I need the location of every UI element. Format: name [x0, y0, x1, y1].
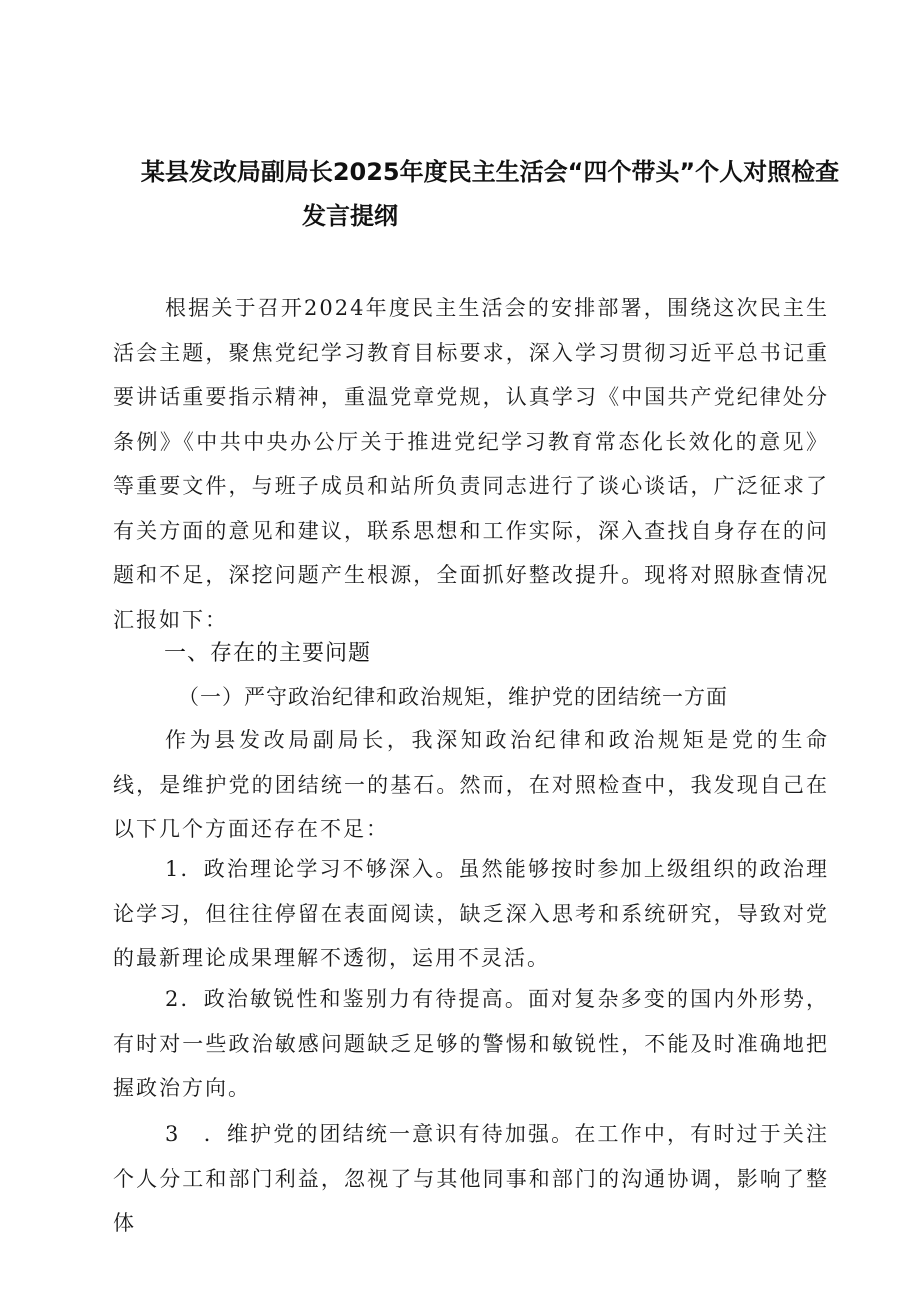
document-title-line2: 发言提纲 [302, 202, 398, 230]
list-item-3: 3 ．维护党的团结统一意识有待加强。在工作中，有时过于关注个人分工和部门利益，忽视了与其他同事和部门的沟通协调，影响了整体 [113, 1122, 829, 1235]
intro-paragraph: 根据关于召开2024年度民主生活会的安排部署，围绕这次民主生活会主题，聚焦党纪学习教育目标要求，深入学习贯彻习近平总书记重要讲话重要指示精神，重温党章党规，认真学习《中国共产党纪律处分条例》《中共中央办公厅关于推进党纪学习教育常态化长效化的意见》等重要文件，与班子成员和站所负责同志进行了谈心谈话，广泛征求了有关方面的意见和建议，联系思想和工作实际，深入查找自身存在的问题和不足，深挖问题产生根源，全面抓好整改提升。现将对照脉查情况汇报如下： [113, 296, 829, 632]
subsection-intro-paragraph: 作为县发改局副局长，我深知政治纪律和政治规矩是党的生命线，是维护党的团结统一的基石。然而，在对照检查中，我发现自己在以下几个方面还存在不足： [113, 728, 829, 841]
subsection-heading-1: （一）严守政治纪律和政治规矩，维护党的团结统一方面 [178, 685, 728, 709]
section-heading-1: 一、存在的主要问题 [164, 641, 372, 666]
list-item-2: 2．政治敏锐性和鉴别力有待提高。面对复杂多变的国内外形势，有时对一些政治敏感问题缺乏足够的警惕和敏锐性，不能及时准确地把握政治方向。 [113, 987, 829, 1100]
document-title-line1: 某县发改局副局长2025年度民主生活会“四个带头”个人对照检查 [140, 158, 840, 186]
list-item-1: 1．政治理论学习不够深入。虽然能够按时参加上级组织的政治理论学习，但往往停留在表面阅读，缺乏深入思考和系统研究，导致对党的最新理论成果理解不透彻，运用不灵活。 [113, 857, 829, 970]
